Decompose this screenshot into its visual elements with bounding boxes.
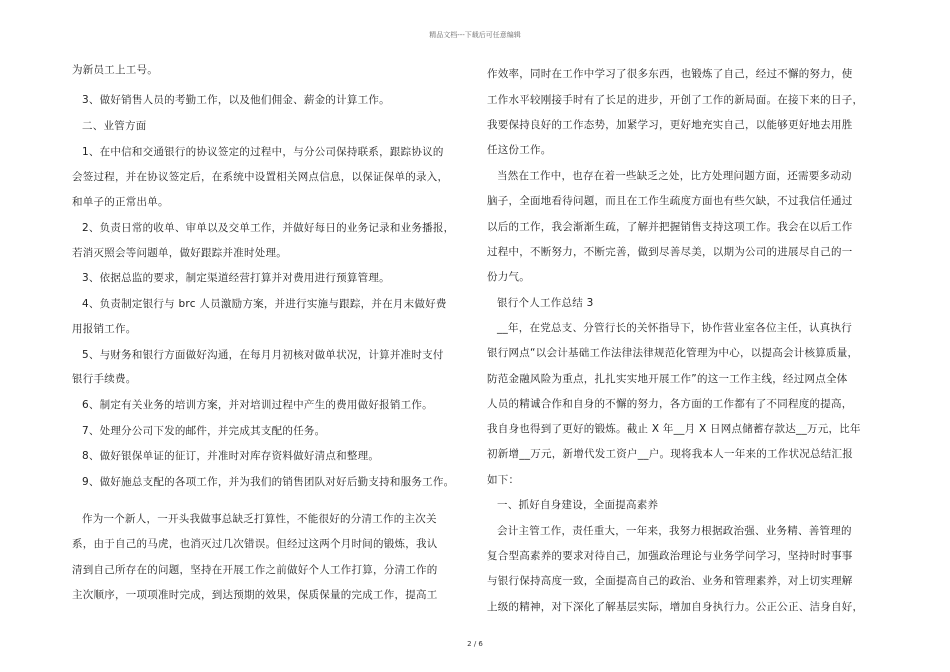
text-line: 任这份工作。 xyxy=(487,144,552,156)
text-line: 4、负责制定银行与 brc 人员激励方案，并进行实施与跟踪，并在月末做好费 xyxy=(82,298,447,310)
section-heading: 二、业管方面 xyxy=(82,120,147,132)
text-line: 9、做好施总支配的各项工作，并为我们的销售团队对好后勤支持和服务工作。 xyxy=(82,476,455,488)
section-title: 银行个人工作总结 3 xyxy=(497,297,594,309)
text-line: 8、做好银保单证的征订，并准时对库存资料做好清点和整理。 xyxy=(82,450,380,462)
text-line: 复合型高素养的要求对待自己，加强政治理论与业务学问学习，坚持时时事事 xyxy=(487,550,853,562)
text-line: 过程中，不断努力，不断完善，做到尽善尽美，以期为公司的进展尽自己的一 xyxy=(487,246,853,258)
text-line: 人员的精诚合作和自身的不懈的努力，各方面的工作都有了不同程度的提高， xyxy=(487,398,853,410)
text-line: 3、依据总监的要求，制定渠道经营打算并对费用进行预算管理。 xyxy=(82,272,390,284)
text-line: 和单子的正常出单。 xyxy=(72,196,169,208)
text-line: 当然在工作中，也存在着一些缺乏之处，比方处理问题方面，还需要多动动 xyxy=(497,170,852,182)
text-line: 主次顺序，一项项准时完成，到达预期的效果，保质保量的完成工作，提高工 xyxy=(72,589,438,601)
text-line: 脑子，全面地看待问题，而且在工作生疏度方面也有些欠缺，不过我信任通过 xyxy=(487,195,853,207)
page-header: 精品文档---下载后可任意编辑 xyxy=(429,31,521,39)
text-line: 系，由于自己的马虎，也消灭过几次错误。但经过这两个月时间的锻炼，我认 xyxy=(72,538,438,550)
text-line: 会计主管工作，责任重大，一年来，我努力根据政治强、业务精、善管理的 xyxy=(497,525,852,537)
text-line: 我自身也得到了更好的锻炼。截止 X 年__月 X 日网点储蓄存款达__万元，比年 xyxy=(487,423,861,435)
text-line: 作为一个新人，一开头我做事总缺乏打算性，不能很好的分清工作的主次关 xyxy=(82,513,437,525)
page-number: 2 / 6 xyxy=(467,640,483,648)
text-line: 份力气。 xyxy=(487,271,530,283)
text-line: 工作水平较刚接手时有了长足的进步，开创了工作的新局面。在接下来的日子， xyxy=(487,94,864,106)
text-line: __年，在党总支、分管行长的关怀指导下，协作营业室各位主任，认真执行 xyxy=(497,322,852,334)
text-line: 6、制定有关业务的培训方案，并对培训过程中产生的费用做好报销工作。 xyxy=(82,399,433,411)
text-line: 银行网点“以会计基础工作法律法律规范化管理为中心，以提高会计核算质量， xyxy=(487,347,859,359)
text-line: 作效率，同时在工作中学习了很多东西，也锻炼了自己，经过不懈的努力，使 xyxy=(487,68,853,80)
text-line: 用报销工作。 xyxy=(72,323,137,335)
text-line: 若消灭照会等问题单，做好跟踪并准时处理。 xyxy=(72,247,287,259)
section-heading: 一、抓好自身建设，全面提高素养 xyxy=(497,499,659,511)
text-line: 5、与财务和银行方面做好沟通，在每月月初核对做单状况，计算并准时支付 xyxy=(82,349,444,361)
text-line: 以后的工作，我会渐渐生疏，了解并把握销售支持这项工作。我会在以后工作 xyxy=(487,221,853,233)
text-line: 与银行保持高度一致，全面提高自己的政治、业务和管理素养，对上切实理解 xyxy=(487,575,853,587)
text-line: 7、处理分公司下发的邮件，并完成其支配的任务。 xyxy=(82,425,326,437)
text-line: 会签过程，并在协议签定后，在系统中设置相关网点信息，以保证保单的录入， xyxy=(72,171,449,183)
text-line: 为新员工上工号。 xyxy=(72,64,158,76)
text-line: 如下： xyxy=(487,474,520,486)
text-line: 2、负责日常的收单、审单以及交单工作，并做好每日的业务记录和业务播报， xyxy=(82,222,455,234)
text-line: 银行手续费。 xyxy=(72,373,137,385)
text-line: 清到自己所存在的问题，坚持在开展工作之前做好个人工作打算，分清工作的 xyxy=(72,564,438,576)
text-line: 上级的精神，对下深化了解基层实际，增加自身执行力。公正公正、洁身自好， xyxy=(487,601,864,613)
text-line: 初新增__万元，新增代发工资户__户。现将我本人一年来的工作状况总结汇报 xyxy=(487,448,853,460)
text-line: 3、做好销售人员的考勤工作，以及他们佣金、薪金的计算工作。 xyxy=(82,94,390,106)
text-line: 防范金融风险为重点，扎扎实实地开展工作”的这一工作主线，经过网点全体 xyxy=(487,373,848,385)
text-line: 1、在中信和交通银行的协议签定的过程中，与分公司保持联系，跟踪协议的 xyxy=(82,146,444,158)
text-line: 我要保持良好的工作态势，加紧学习，更好地充实自己，以能够更好地去用胜 xyxy=(487,119,853,131)
